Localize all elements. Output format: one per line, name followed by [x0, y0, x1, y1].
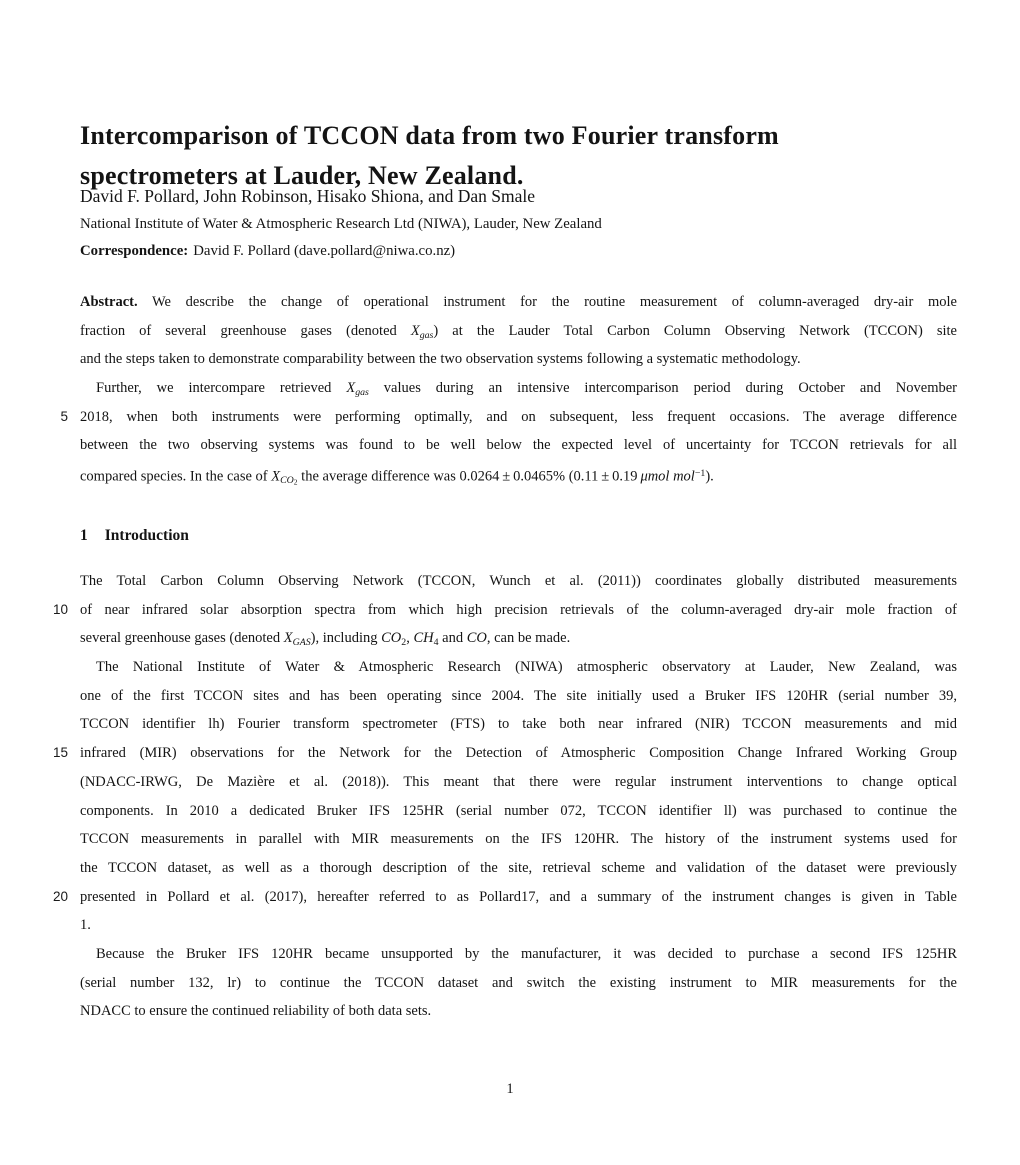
math-x-co2: X [271, 468, 281, 485]
abstract-text: We describe the change of operational instrument for the routine measurement of column-averaged dry-air mole [137, 294, 957, 310]
abstract-line-3: and the steps taken to demonstrate comparability between the two observation systems following a systematic methodology. [80, 351, 801, 368]
math-superscript: −1 [694, 468, 706, 480]
math-subscript: gas [355, 386, 369, 398]
math-subscript: GAS [292, 637, 311, 649]
intro-text: presented in Pollard et al. (2017), hereafter referred to as Pollard17, and a summary of the instrument changes is given in Table [80, 888, 957, 905]
math-subscript: gas [419, 329, 434, 341]
margin-line-number-15: 15 [52, 745, 68, 761]
intro-line: The National Institute of Water & Atmospheric Research (NIWA) atmospheric observatory at Lauder, New Zealand, was [96, 659, 957, 676]
intro-line: TCCON identifier lh) Fourier transform spectrometer (FTS) to take both near infrared (NIR) TCCON measurements and mid [80, 716, 957, 733]
correspondence-value: David F. Pollard (dave.pollard@niwa.co.nz) [193, 243, 456, 259]
abstract-line-7 [80, 460, 957, 489]
intro-text: and [438, 630, 467, 647]
abstract-text: ) at the Lauder Total Carbon Column Observing Network (TCCON) site [433, 322, 957, 339]
math-x-gas: X [410, 322, 420, 339]
section-title: Introduction [104, 527, 189, 544]
abstract-text: Further, we intercompare retrieved [96, 380, 347, 397]
intro-line: components. In 2010 a dedicated Bruker IFS 125HR (serial number 072, TCCON identifier ll) was purchased to continue the [80, 802, 957, 819]
abstract-line-4 [80, 374, 957, 403]
math-x-gas: X [346, 380, 356, 397]
intro-text: infrared (MIR) observations for the Network for the Detection of Atmospheric Composition Change Infrared Working Group [80, 745, 957, 762]
intro-line: NDACC to ensure the continued reliability of both data sets. [80, 1003, 432, 1020]
correspondence-label: Correspondence: [80, 243, 189, 259]
math-co2: CO [381, 630, 402, 647]
intro-line: one of the first TCCON sites and has been operating since 2004. The site initially used a Bruker IFS 120HR (serial number 39, [80, 687, 957, 704]
abstract-text: the average difference was 0.0264 ± 0.0465% (0.11 ± 0.19 [297, 468, 641, 485]
intro-line: TCCON measurements in parallel with MIR measurements on the IFS 120HR. The history of the instrument systems used for [80, 831, 957, 848]
math-ch4: CH [413, 630, 434, 647]
page-number: 1 [506, 1081, 514, 1097]
section-number: 1 [80, 527, 88, 544]
math-unit: μmol mol [640, 468, 695, 485]
math-subscript: 2 [401, 637, 407, 649]
intro-line: (serial number 132, lr) to continue the TCCON dataset and switch the existing instrument to MIR measurements for the [80, 974, 957, 991]
intro-line: the TCCON dataset, as well as a thorough description of the site, retrieval scheme and validation of the dataset were previously [80, 859, 957, 876]
intro-line [80, 624, 957, 653]
section-heading-introduction [80, 526, 957, 546]
abstract-text: values during an intensive intercomparison period during October and November [368, 380, 957, 397]
abstract-line-6: between the two observing systems was found to be well below the expected level of uncertainty for TCCON retrievals for all [80, 437, 957, 454]
abstract-line-2 [80, 317, 957, 346]
abstract-text: compared species. In the case of [80, 468, 272, 485]
intro-text: , can be made. [486, 630, 571, 647]
intro-line: (NDACC-IRWG, De Mazière et al. (2018)). This meant that there were regular instrument interventions to change optical [80, 773, 957, 790]
abstract-text: 2018, when both instruments were performing optimally, and on subsequent, less frequent occasions. The average difference [80, 408, 957, 425]
paper-title-line-2: spectrometers at Lauder, New Zealand. [80, 160, 524, 190]
intro-line [52, 739, 957, 768]
intro-line: The Total Carbon Column Observing Network (TCCON, Wunch et al. (2011)) coordinates globally distributed measurements [80, 573, 957, 589]
abstract-label: Abstract. [80, 294, 138, 310]
math-subscript: CO [280, 475, 294, 487]
abstract-line-1 [80, 288, 957, 317]
abstract-text: ). [705, 468, 714, 485]
intro-line [52, 596, 957, 625]
math-co: CO [466, 630, 487, 647]
intro-text: ), including [310, 630, 382, 647]
affiliation: National Institute of Water & Atmospheric Research Ltd (NIWA), Lauder, New Zealand [80, 216, 602, 232]
intro-line: Because the Bruker IFS 120HR became unsupported by the manufacturer, it was decided to purchase a second IFS 125HR [96, 945, 957, 962]
margin-line-number-5: 5 [60, 408, 68, 424]
abstract-text: fraction of several greenhouse gases (denoted [80, 322, 411, 339]
paper-title [80, 116, 960, 195]
paper-title-line-1: Intercomparison of TCCON data from two Fourier transform [80, 121, 779, 151]
intro-text: of near infrared solar absorption spectra from which high precision retrievals of the column-averaged dry-air mole fraction of [80, 601, 957, 618]
math-subscript: 4 [433, 637, 439, 649]
introduction-section [52, 567, 957, 1026]
intro-text: , [406, 630, 414, 647]
intro-line [52, 883, 957, 912]
author-list: David F. Pollard, John Robinson, Hisako Shiona, and Dan Smale [80, 186, 536, 206]
margin-line-number-20: 20 [52, 888, 68, 904]
math-subsubscript: 2 [293, 477, 298, 487]
math-x-gas: X [283, 630, 293, 647]
intro-text: several greenhouse gases (denoted [80, 630, 284, 647]
abstract-section [60, 288, 957, 489]
margin-line-number-10: 10 [52, 601, 68, 617]
correspondence-line [80, 242, 960, 261]
abstract-line-5 [60, 403, 957, 432]
intro-line: 1. [80, 917, 91, 934]
